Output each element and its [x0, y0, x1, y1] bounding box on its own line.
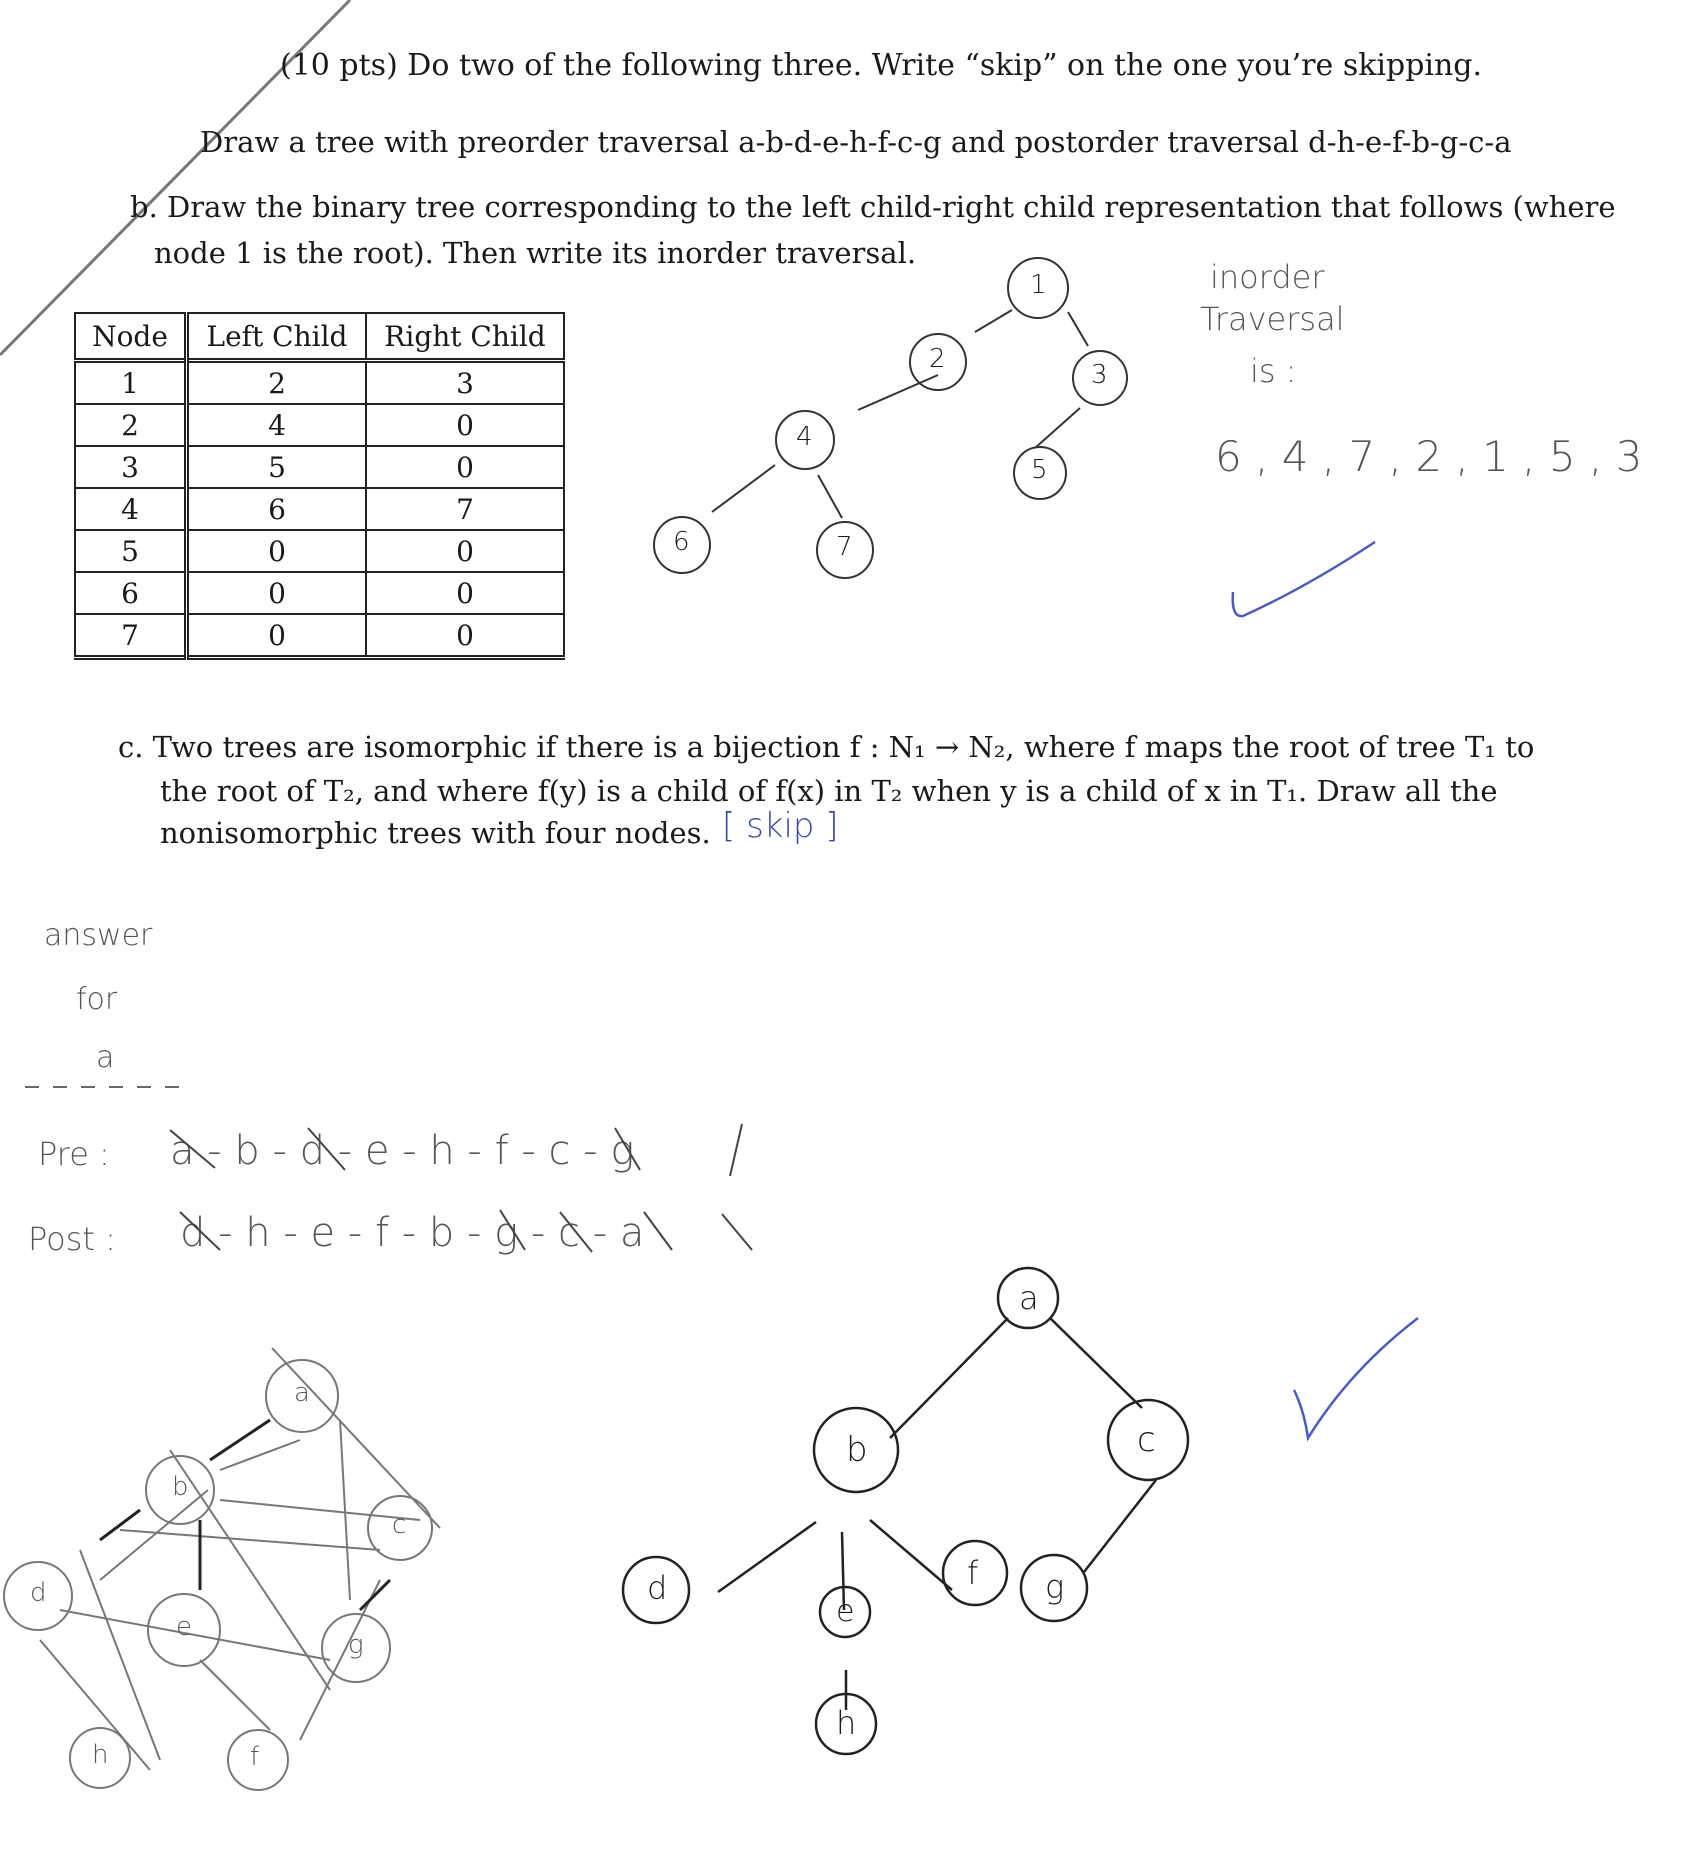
edge-4-6: [712, 465, 775, 512]
check-mark-icon: [1225, 530, 1385, 630]
part-c-line2: the root of T₂, and where f(y) is a child of f(x) in T₂ when y is a child of x in T₁. Draw all the: [160, 774, 1498, 808]
cell-right: 0: [366, 614, 564, 658]
sketch-label-d: d: [30, 1578, 47, 1608]
cell-left: 0: [187, 572, 367, 614]
problem-header: (10 pts) Do two of the following three. Write “skip” on the one you’re skipping.: [280, 48, 1483, 83]
inorder-label-line1: inorder: [1210, 258, 1325, 296]
sketch-label-c: c: [392, 1510, 407, 1540]
inorder-label-line2: Traversal: [1200, 300, 1345, 338]
edge-1-3: [1068, 312, 1088, 346]
answer-node-a: a: [1019, 1279, 1039, 1317]
node-label-6: 6: [673, 527, 690, 557]
pre-sequence: a - b - d - e - h - f - c - g: [170, 1128, 635, 1174]
part-b-line1: b. Draw the binary tree corresponding to the left child-right child representation that follows (where: [130, 190, 1616, 224]
cell-node: 4: [75, 488, 187, 530]
cell-node: 5: [75, 530, 187, 572]
cell-left: 6: [187, 488, 367, 530]
answer-node-d: d: [647, 1569, 668, 1607]
dashed-separator: [20, 1082, 190, 1092]
edge-a-c: [1050, 1318, 1142, 1408]
answer-node-h: h: [836, 1704, 857, 1742]
cell-right: 0: [366, 530, 564, 572]
cell-left: 4: [187, 404, 367, 446]
cell-right: 0: [366, 572, 564, 614]
cell-node: 2: [75, 404, 187, 446]
post-sequence: d - h - e - f - b - g - c - a: [180, 1210, 645, 1256]
answer-node-c: c: [1137, 1420, 1156, 1460]
cell-right: 7: [366, 488, 564, 530]
answer-label-line3: a: [96, 1040, 115, 1075]
answer-node-b: b: [846, 1430, 868, 1470]
scratch-sketch: [0, 1340, 460, 1800]
sketch-label-a: a: [294, 1378, 310, 1408]
answer-node-e: e: [836, 1594, 855, 1629]
cell-node: 6: [75, 572, 187, 614]
table-header-row: [75, 313, 564, 361]
cell-right: 3: [366, 361, 564, 405]
cell-left: 2: [187, 361, 367, 405]
answer-node-g: g: [1045, 1568, 1065, 1606]
answer-node-f: f: [967, 1554, 979, 1592]
header-node: Node: [75, 313, 187, 361]
part-a-text: Draw a tree with preorder traversal a-b-d-e-h-f-c-g and postorder traversal d-h-e-f-b-g-c-a: [200, 125, 1512, 159]
check-mark-icon: [1290, 1310, 1430, 1450]
node-label-5: 5: [1031, 455, 1048, 485]
edge-a-b: [890, 1318, 1008, 1438]
edge-1-2: [975, 310, 1012, 332]
edge-c-g: [1084, 1480, 1156, 1572]
edge-b-f: [870, 1520, 952, 1590]
table-row: [75, 572, 564, 614]
cell-node: 1: [75, 361, 187, 405]
edge-b-d: [718, 1522, 816, 1592]
part-c-line1: c. Two trees are isomorphic if there is a bijection f : N₁ → N₂, where f maps the root of tree T₁ to: [118, 730, 1535, 764]
sketch-label-h: h: [92, 1740, 109, 1770]
header-right-child: Right Child: [366, 313, 564, 361]
table-row: [75, 361, 564, 405]
edge-3-5: [1035, 408, 1080, 448]
cell-right: 0: [366, 404, 564, 446]
cell-left: 5: [187, 446, 367, 488]
post-label: Post :: [28, 1220, 116, 1258]
cell-right: 0: [366, 446, 564, 488]
binary-tree-drawing: [620, 250, 1160, 590]
inorder-answer: 6 , 4 , 7 , 2 , 1 , 5 , 3: [1215, 432, 1643, 481]
table-row: [75, 404, 564, 446]
sketch-label-b: b: [172, 1472, 189, 1502]
cell-node: 3: [75, 446, 187, 488]
pre-label: Pre :: [38, 1135, 110, 1173]
part-b-line2: node 1 is the root). Then write its inorder traversal.: [154, 236, 917, 270]
sketch-label-f: f: [250, 1742, 260, 1772]
cell-left: 0: [187, 614, 367, 658]
answer-label-line1: answer: [44, 918, 153, 953]
table-row: [75, 614, 564, 658]
header-left-child: Left Child: [187, 313, 367, 361]
sketch-label-e: e: [176, 1612, 192, 1642]
answer-tree-drawing: [600, 1260, 1220, 1780]
edge-4-7: [818, 475, 842, 518]
table-row: [75, 446, 564, 488]
table-row: [75, 488, 564, 530]
cell-left: 0: [187, 530, 367, 572]
node-label-1: 1: [1030, 270, 1047, 300]
cell-node: 7: [75, 614, 187, 658]
node-label-4: 4: [796, 422, 813, 452]
sketch-label-g: g: [348, 1630, 364, 1660]
skip-mark: [ skip ]: [722, 806, 839, 846]
node-label-2: 2: [929, 344, 946, 374]
edge-2-4: [858, 375, 938, 410]
child-representation-table: [74, 312, 565, 660]
strike-marks: [160, 1120, 800, 1270]
inorder-label-line3: is :: [1250, 352, 1297, 390]
node-label-7: 7: [836, 532, 853, 562]
part-c-line3: nonisomorphic trees with four nodes.: [160, 816, 711, 850]
node-label-3: 3: [1091, 360, 1108, 390]
answer-label-line2: for: [76, 982, 118, 1017]
table-row: [75, 530, 564, 572]
